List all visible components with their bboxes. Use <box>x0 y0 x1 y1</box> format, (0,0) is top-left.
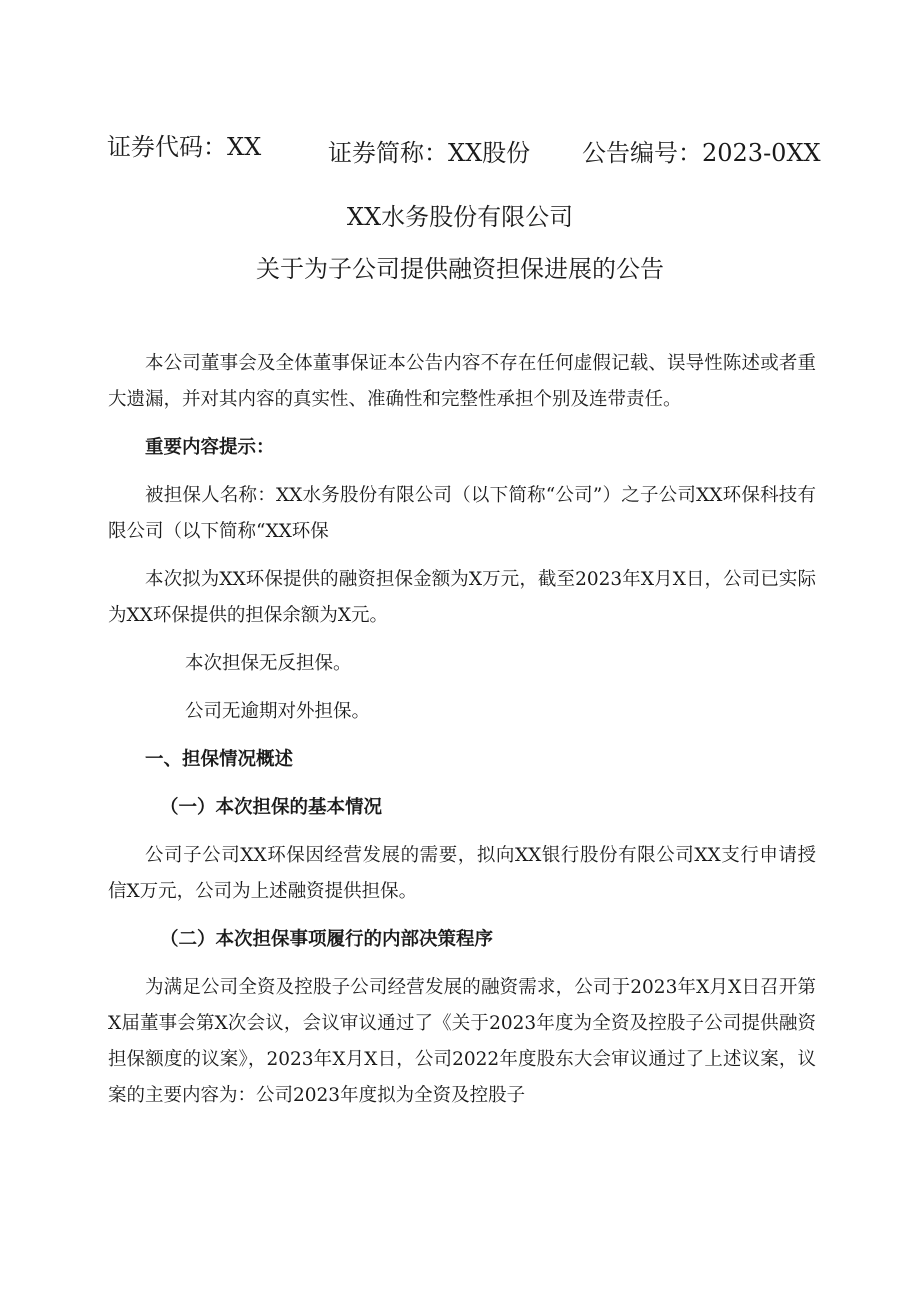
subsection-2-text: 为满足公司全资及控股子公司经营发展的融资需求，公司于2023年X月X日召开第X届董事会第X次会议，会议审议通过了《关于2023年度为全资及控股子公司提供融资担保额度的议案》，2023年X月X日，公司2022年度股东大会审议通过了上述议案，议案的主要内容为：公司2023年度拟为全资及控股子 <box>108 977 816 1106</box>
subsection-1-heading: （一）本次担保的基本情况 <box>160 797 383 818</box>
guaranteed-party: 被担保人名称：XX水务股份有限公司（以下简称“公司”）之子公司XX环保科技有限公司（以下简称“XX环保 <box>108 485 816 542</box>
no-counter-guarantee: 本次担保无反担保。 <box>185 653 352 674</box>
company-title: XX水务股份有限公司 <box>346 203 574 231</box>
notice-number: 公告编号：2023-0XX <box>582 139 821 167</box>
subsection-2-heading: （二）本次担保事项履行的内部决策程序 <box>160 929 494 950</box>
board-statement: 本公司董事会及全体董事保证本公告内容不存在任何虚假记载、误导性陈述或者重大遗漏，并对其内容的真实性、准确性和完整性承担个别及连带责任。 <box>108 353 816 410</box>
section-1-heading: 一、担保情况概述 <box>145 749 294 770</box>
stock-abbreviation: 证券简称：XX股份 <box>328 139 531 167</box>
guarantee-amount: 本次拟为XX环保提供的融资担保金额为X万元，截至2023年X月X日，公司已实际为XX环保提供的担保余额为X元。 <box>108 569 816 626</box>
stock-code: 证券代码：XX <box>107 133 262 161</box>
no-overdue-guarantee: 公司无逾期对外担保。 <box>185 701 371 722</box>
subsection-1-text: 公司子公司XX环保因经营发展的需要，拟向XX银行股份有限公司XX支行申请授信X万元，公司为上述融资提供担保。 <box>108 845 816 902</box>
notice-title: 关于为子公司提供融资担保进展的公告 <box>256 255 664 283</box>
document-body <box>108 346 816 1114</box>
key-points-heading: 重要内容提示： <box>145 437 275 458</box>
